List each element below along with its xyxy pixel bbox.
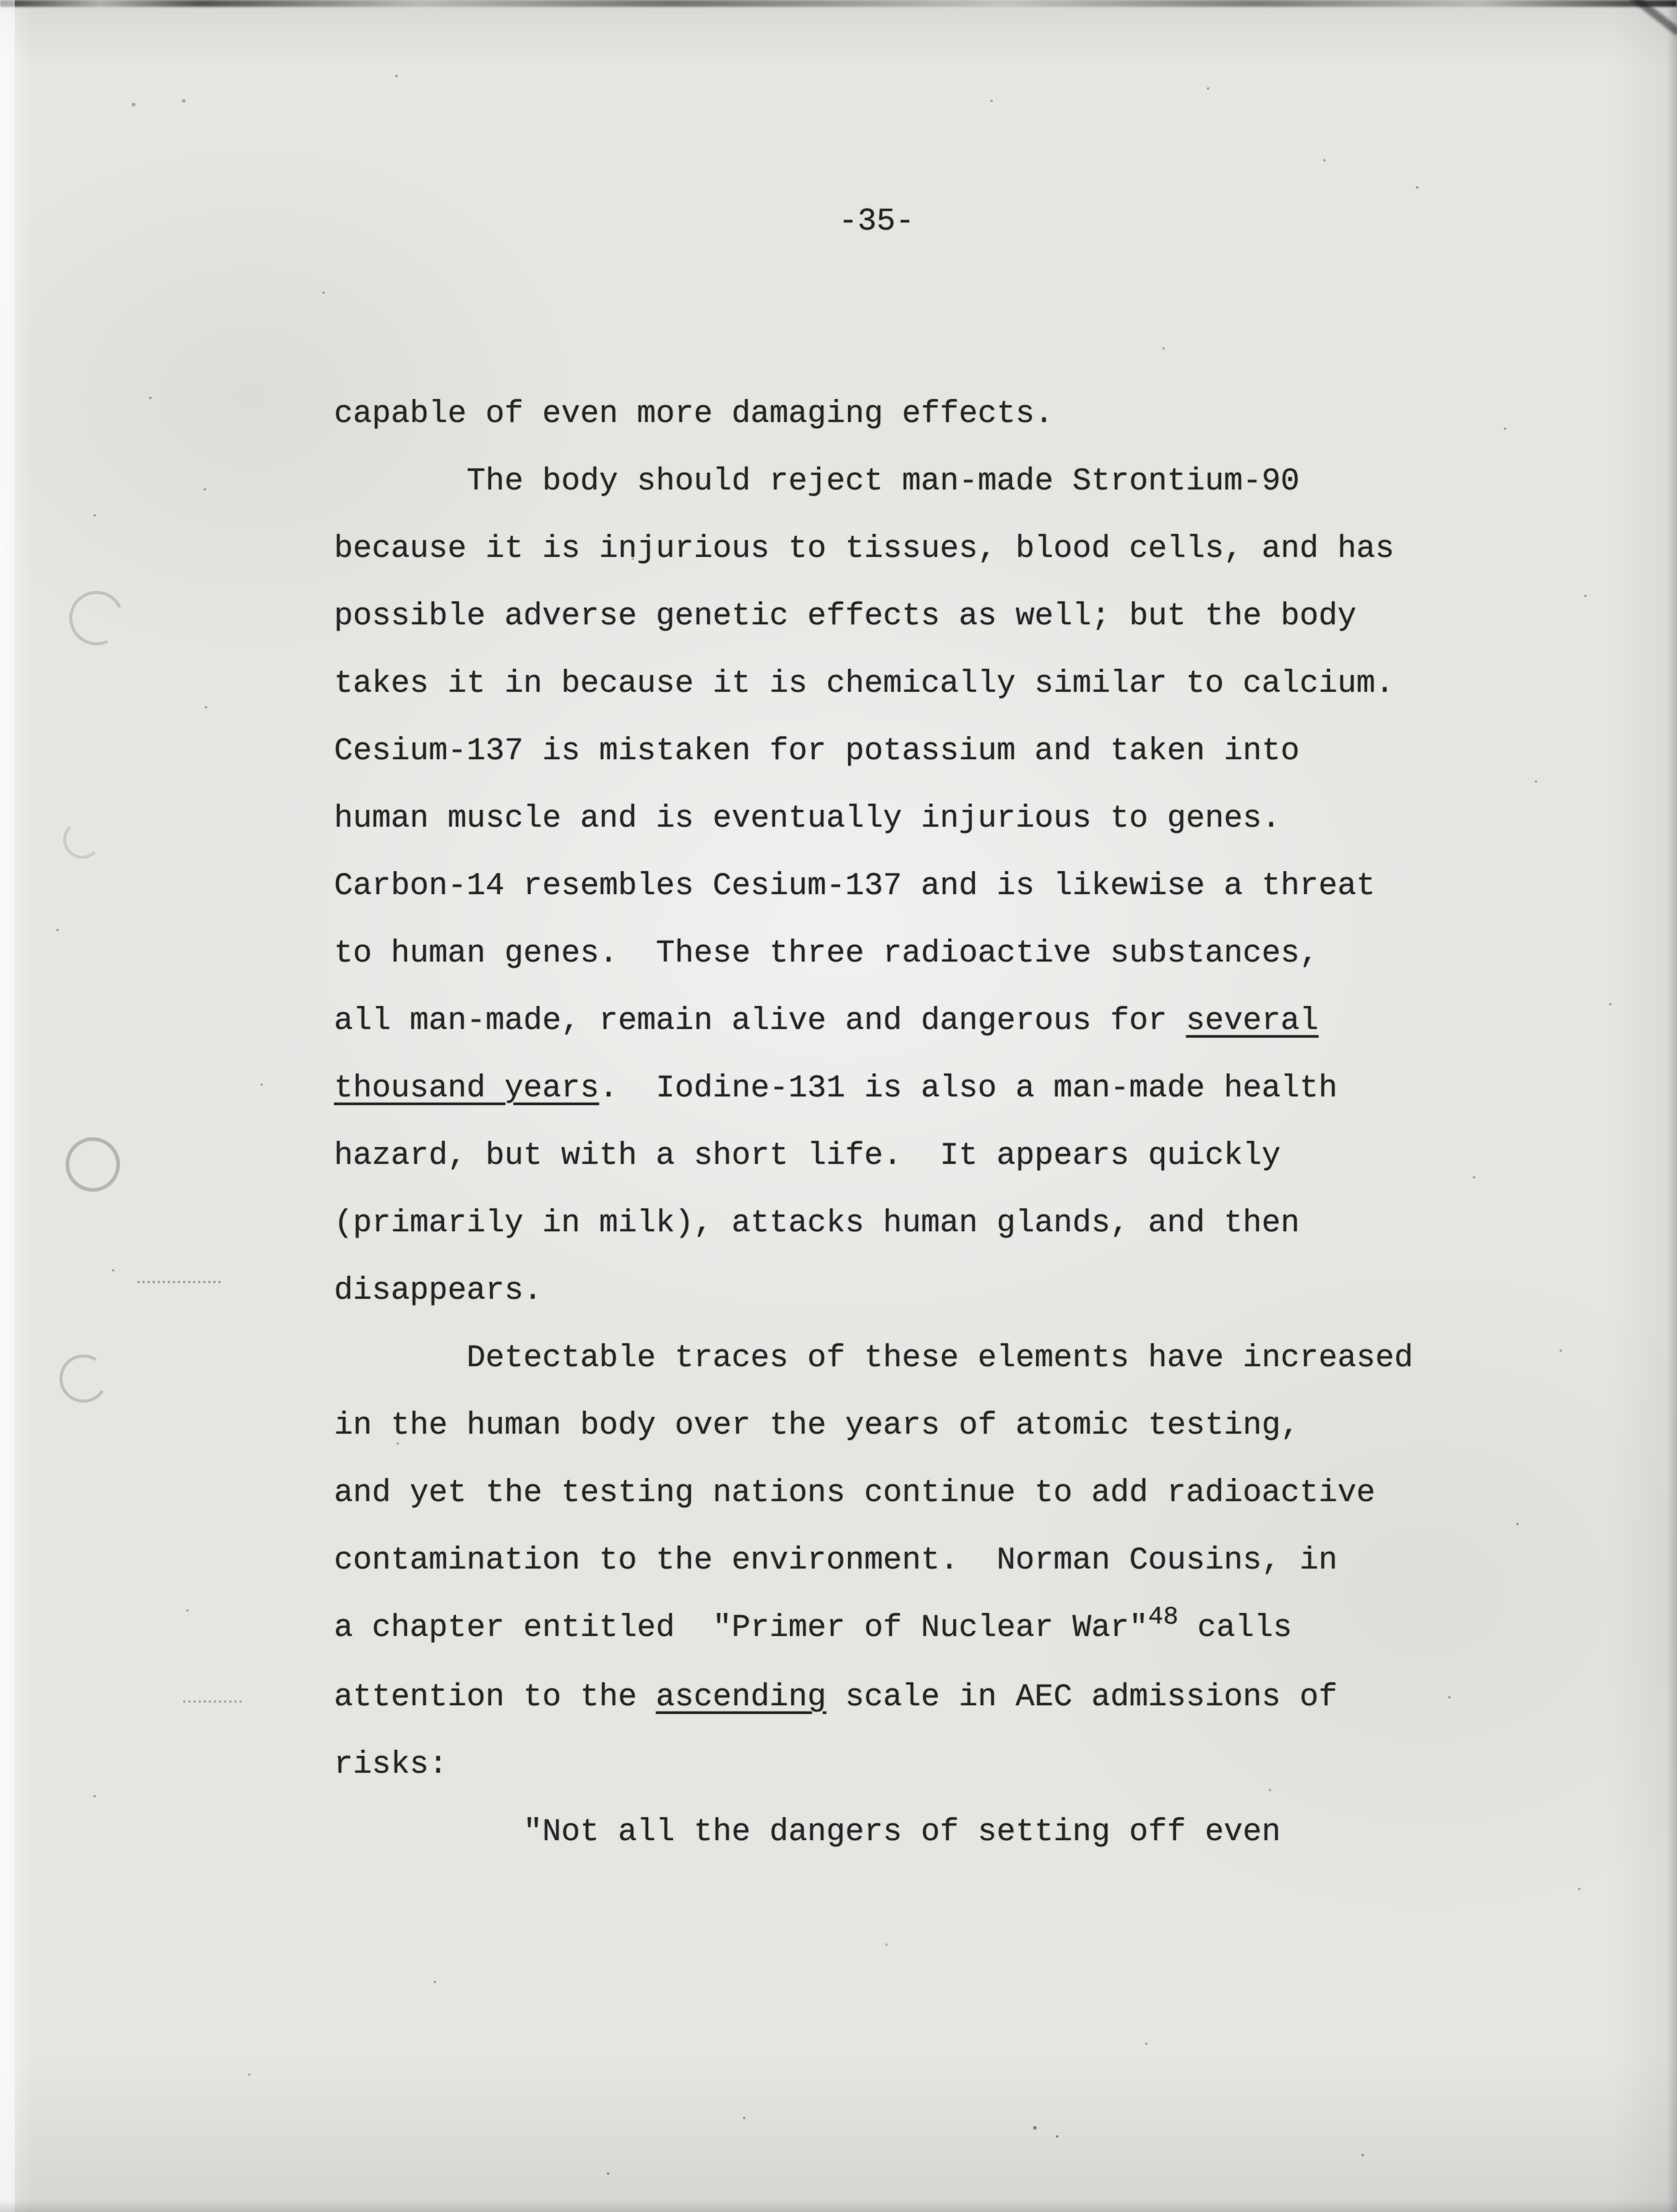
underlined-text: several: [1186, 1004, 1319, 1039]
text-line: [334, 1731, 1509, 1799]
text-segment: human muscle and is eventually injurious to genes.: [334, 801, 1281, 837]
text-line: [334, 448, 1509, 515]
scan-edge-top: [0, 0, 1677, 7]
text-segment: attention to the: [334, 1680, 656, 1715]
text-line: [334, 515, 1509, 583]
text-line: [334, 381, 1509, 448]
text-segment: because it is injurious to tissues, blood cells, and has: [334, 531, 1394, 567]
hole-punch-mark: [55, 1350, 113, 1408]
text-line: [334, 1122, 1509, 1190]
text-segment: takes it in because it is chemically similar to calcium.: [334, 666, 1394, 702]
text-line: [334, 785, 1509, 853]
scan-edge-right: [1667, 0, 1677, 2212]
pencil-mark: [137, 1281, 221, 1283]
text-segment: contamination to the environment. Norman Cousins, in: [334, 1543, 1338, 1578]
text-line: [334, 1257, 1509, 1325]
text-segment: The body should reject man-made Strontium-90: [334, 464, 1300, 499]
text-line: [334, 1190, 1509, 1257]
text-line: [334, 650, 1509, 718]
hole-punch-mark: [66, 1137, 120, 1192]
text-line: [334, 1392, 1509, 1460]
underlined-text: ascending: [656, 1680, 826, 1715]
text-line: [334, 920, 1509, 988]
hole-punch-mark: [63, 820, 101, 859]
text-segment: disappears.: [334, 1273, 543, 1309]
text-segment: (primarily in milk), attacks human glands, and then: [334, 1206, 1300, 1241]
text-line: [334, 1460, 1509, 1527]
text-segment: Cesium-137 is mistaken for potassium and taken into: [334, 734, 1300, 769]
text-segment: capable of even more damaging effects.: [334, 397, 1053, 432]
page-number: -35-: [838, 204, 915, 239]
text-segment: in the human body over the years of atomic testing,: [334, 1408, 1300, 1444]
text-line: [334, 1325, 1509, 1392]
text-line: [334, 718, 1509, 785]
text-block: [334, 381, 1509, 1866]
text-segment: and yet the testing nations continue to add radioactive: [334, 1476, 1376, 1511]
text-segment: Carbon-14 resembles Cesium-137 and is likewise a threat: [334, 869, 1376, 904]
text-segment: possible adverse genetic effects as well; but the body: [334, 599, 1357, 634]
footnote-superscript: 48: [1148, 1603, 1178, 1632]
text-segment: risks:: [334, 1747, 448, 1783]
text-segment: hazard, but with a short life. It appears quickly: [334, 1138, 1281, 1174]
text-segment: calls: [1178, 1611, 1292, 1646]
text-segment: to human genes. These three radioactive substances,: [334, 936, 1319, 971]
text-line: [334, 853, 1509, 920]
scan-edge-bottom: [0, 2200, 1677, 2212]
text-segment: a chapter entitled "Primer of Nuclear War": [334, 1611, 1149, 1646]
text-line: [334, 988, 1509, 1055]
text-line: [334, 1664, 1509, 1731]
text-line: [334, 1799, 1509, 1866]
pencil-mark: [183, 1700, 242, 1703]
text-line: [334, 1594, 1509, 1664]
text-line: [334, 583, 1509, 650]
text-segment: all man-made, remain alive and dangerous for: [334, 1004, 1186, 1039]
text-segment: scale in AEC admissions of: [826, 1680, 1338, 1715]
scan-edge-left: [0, 0, 15, 2212]
hole-punch-mark: [62, 583, 132, 653]
text-segment: "Not all the dangers of setting off even: [334, 1815, 1281, 1850]
scan-speckles: [0, 0, 1, 1]
text-segment: Detectable traces of these elements have increased: [334, 1341, 1413, 1376]
text-segment: . Iodine-131 is also a man-made health: [599, 1071, 1338, 1106]
text-line: [334, 1055, 1509, 1122]
text-line: [334, 1527, 1509, 1594]
underlined-text: thousand years: [334, 1071, 599, 1106]
